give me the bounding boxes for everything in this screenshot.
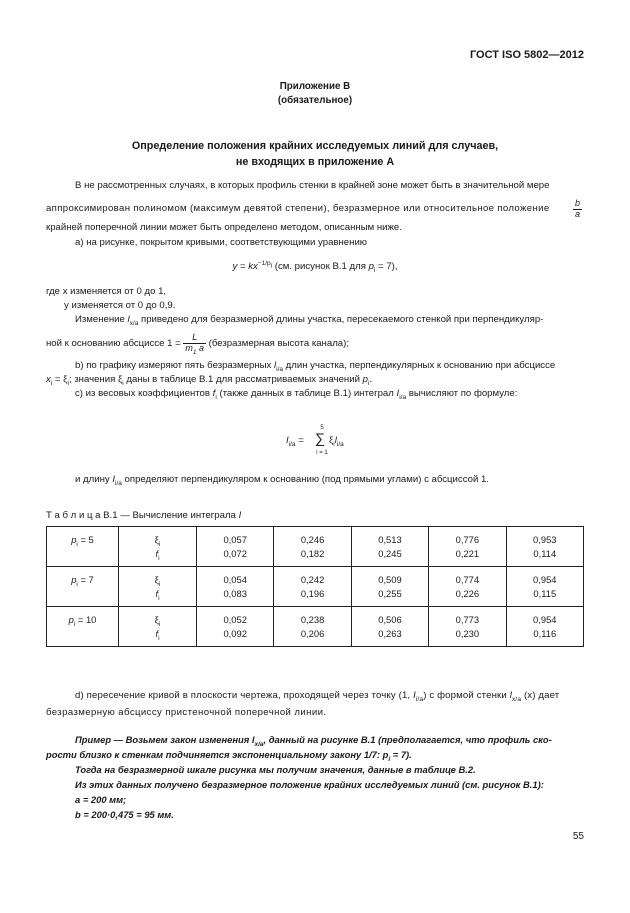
where-y-line: y изменяется от 0 до 0,9. bbox=[64, 300, 176, 311]
xi-value: 0,052 bbox=[223, 614, 247, 625]
annex-status: (обязательное) bbox=[277, 94, 353, 106]
item-b-line1 bbox=[46, 359, 582, 373]
table-cell bbox=[351, 607, 428, 647]
example-line5: a = 200 мм; bbox=[75, 794, 127, 805]
example-l: l bbox=[251, 734, 255, 745]
row-label bbox=[47, 567, 119, 607]
formula-a-rest: (см. рисунок В.1 для bbox=[272, 261, 369, 272]
row-label-value: = 10 bbox=[75, 614, 97, 625]
b-over-a-fraction bbox=[573, 199, 582, 220]
row-label-value: = 5 bbox=[77, 534, 94, 545]
table-cell bbox=[351, 527, 428, 567]
row-label bbox=[47, 607, 119, 647]
item-c-text bbox=[46, 387, 582, 401]
row-symbols bbox=[119, 567, 197, 607]
table-caption-symbol: I bbox=[238, 510, 242, 521]
xi-value: 0,953 bbox=[533, 534, 557, 545]
item-b-eq-xi: = ξ bbox=[52, 374, 68, 385]
f-letter: f bbox=[155, 587, 159, 599]
xi-value: 0,242 bbox=[300, 574, 325, 585]
xi-sub: i bbox=[158, 540, 161, 548]
xi-value: 0,509 bbox=[378, 574, 402, 585]
row-label-sub: i bbox=[73, 620, 76, 628]
f-symbol bbox=[123, 627, 192, 641]
where-prefix: где bbox=[46, 286, 61, 297]
item-b-p-sub: i bbox=[367, 379, 370, 387]
example-line2-text: рости близко к стенкам подчиняется экспоненциальному закону 1/7: p bbox=[46, 749, 389, 760]
where-x-line: x изменяется от 0 до 1, bbox=[62, 286, 167, 297]
change-line1-a: Изменение bbox=[75, 314, 128, 325]
document-header: ГОСТ ISO 5802—2012 bbox=[469, 49, 584, 61]
item-d-line1 bbox=[46, 689, 582, 703]
item-b-x: x bbox=[46, 374, 51, 385]
item-d-l: l bbox=[509, 690, 512, 701]
table-cell bbox=[429, 607, 506, 647]
para1-line2-text: аппроксимирован полиномом (максимум девятой степени), безразмерное или относительное положение bbox=[46, 203, 550, 215]
item-b-values-xi: ; значения ξ bbox=[68, 374, 123, 385]
item-b-xi-sub2: i bbox=[122, 379, 124, 387]
xi-value: 0,774 bbox=[455, 574, 480, 585]
xi-value: 0,954 bbox=[533, 574, 557, 585]
sum-lower-limit: i = 1 bbox=[316, 450, 328, 456]
integral-formula: $I_{i/a}$ = 5 ∑ i = 1 $\xi_il_{i/a}$ bbox=[286, 425, 344, 456]
xi-letter: ξ bbox=[154, 574, 159, 585]
para1-line2 bbox=[46, 199, 582, 220]
change-line2 bbox=[46, 333, 582, 354]
example-line3: Тогда на безразмерной шкале рисунка мы получим значения, данные в таблице В.2. bbox=[75, 764, 476, 775]
table-cell bbox=[429, 527, 506, 567]
fraction-numerator: b bbox=[574, 198, 580, 208]
xi-value: 0,776 bbox=[455, 534, 480, 545]
row-label bbox=[47, 527, 119, 567]
item-d-line1-b: ) с формой стенки bbox=[423, 690, 510, 701]
f-value: 0,196 bbox=[300, 587, 325, 599]
example-line2-end: = 7). bbox=[390, 749, 412, 760]
section-title bbox=[0, 139, 630, 170]
item-b-end: . bbox=[369, 374, 373, 385]
table-row bbox=[47, 607, 584, 647]
change-l-sub: x/a bbox=[129, 319, 139, 327]
L-over-m1a-fraction bbox=[183, 333, 206, 354]
example-line4: Из этих данных получено безразмерное положение крайних исследуемых линий (см. рисунок В.1): bbox=[75, 779, 544, 790]
item-b-line1-a: b) по графику измеряют пять безразмерных bbox=[75, 360, 274, 371]
xi-value: 0,057 bbox=[223, 534, 247, 545]
xi-letter: ξ bbox=[154, 534, 159, 545]
table-cell bbox=[429, 567, 506, 607]
f-value: 0,182 bbox=[300, 547, 325, 559]
formula-a-sup-sub: i bbox=[270, 262, 273, 270]
table-cell bbox=[351, 567, 428, 607]
xi-value: 0,506 bbox=[378, 614, 402, 625]
annex-title: Приложение В bbox=[279, 81, 351, 92]
xi-symbol bbox=[123, 533, 192, 547]
table-caption-prefix: Т а б л и ц а bbox=[46, 510, 101, 521]
item-c-text-b: (также данных в таблице В.1) интеграл bbox=[216, 388, 397, 399]
row-symbols bbox=[119, 527, 197, 567]
fraction-denominator: a bbox=[574, 208, 580, 219]
item-b-xi-sub: i bbox=[67, 379, 69, 387]
xi-letter: ξ bbox=[154, 614, 159, 625]
f-sub: i bbox=[158, 594, 160, 602]
integral-l-sub: i/a bbox=[336, 440, 344, 448]
f-value: 0,206 bbox=[300, 627, 325, 639]
item-d-I-sub: i/a bbox=[415, 695, 424, 703]
perp-text-b: определяют перпендикуляром к основанию (под прямыми углами) с абсциссой 1. bbox=[121, 474, 489, 485]
xi-value: 0,773 bbox=[455, 614, 480, 625]
f-value: 0,083 bbox=[223, 587, 247, 599]
para1-line3: крайней поперечной линии может быть определено методом, описанным ниже. bbox=[46, 222, 402, 233]
table-row bbox=[47, 567, 584, 607]
fraction-den-m: m bbox=[185, 342, 193, 353]
f-value: 0,115 bbox=[533, 587, 557, 599]
row-label-sub: i bbox=[76, 580, 78, 588]
row-label-p: p bbox=[68, 614, 74, 625]
f-value: 0,116 bbox=[533, 627, 557, 639]
f-letter: f bbox=[155, 627, 159, 639]
xi-symbol bbox=[123, 613, 192, 627]
fraction-den-a: a bbox=[196, 342, 205, 353]
f-value: 0,245 bbox=[378, 547, 402, 559]
f-value: 0,114 bbox=[533, 547, 557, 559]
table-caption bbox=[46, 509, 241, 523]
item-c-text-c: вычисляют по формуле: bbox=[406, 388, 518, 399]
item-b-p: p bbox=[362, 374, 368, 385]
example-line1-a: Пример — Возьмем закон изменения bbox=[75, 734, 252, 745]
f-symbol bbox=[123, 547, 192, 561]
item-d-line1-a: d) пересечение кривой в плоскости чертежа, проходящей через точку (1, bbox=[75, 690, 414, 701]
formula-a-p: p bbox=[368, 261, 374, 272]
item-a-text: а) на рисунке, покрытом кривыми, соответствующими уравнению bbox=[75, 237, 367, 248]
table-cell bbox=[197, 607, 274, 647]
f-symbol bbox=[123, 587, 192, 601]
sum-upper-limit: 5 bbox=[320, 425, 324, 431]
item-c-I-sub: i/a bbox=[399, 393, 407, 401]
perp-text-a: и длину bbox=[75, 474, 113, 485]
row-symbols bbox=[119, 607, 197, 647]
integral-xi: ξ bbox=[329, 435, 334, 446]
table-cell bbox=[506, 607, 583, 647]
formula-a-sup: −1/p bbox=[257, 259, 271, 267]
integral-table bbox=[46, 526, 584, 647]
table-cell bbox=[274, 607, 351, 647]
xi-value: 0,513 bbox=[378, 534, 402, 545]
fraction-den-sub: 1 bbox=[192, 348, 197, 356]
perp-text bbox=[46, 473, 582, 487]
item-b-line2-d: даны в таблице В.1 для рассматриваемых значений bbox=[123, 374, 363, 385]
example-line1-b: , данный на рисунке В.1 (предполагается, что профиль ско- bbox=[263, 734, 552, 745]
xi-sub: i bbox=[158, 580, 161, 588]
item-b-line1-b: длин участка, перпендикулярных к основанию при абсциссе bbox=[283, 360, 556, 371]
table-row bbox=[47, 527, 584, 567]
item-d-l-sub: x/a bbox=[512, 695, 522, 703]
xi-value: 0,954 bbox=[533, 614, 557, 625]
xi-symbol bbox=[123, 573, 192, 587]
f-value: 0,230 bbox=[455, 627, 480, 639]
example-line6: b = 200·0,475 = 95 мм. bbox=[75, 809, 174, 820]
example-line1 bbox=[46, 733, 582, 747]
f-sub: i bbox=[158, 634, 160, 642]
change-line2-b: (безразмерная высота канала); bbox=[206, 337, 349, 349]
formula-a-p-sub: i bbox=[373, 266, 376, 274]
where-block bbox=[46, 285, 166, 299]
xi-value: 0,054 bbox=[223, 574, 247, 585]
row-label-sub: i bbox=[76, 540, 78, 548]
xi-value: 0,246 bbox=[300, 534, 325, 545]
f-letter: f bbox=[155, 547, 159, 559]
item-b-x-sub: i bbox=[50, 379, 53, 387]
item-d-line1-c: (x) дает bbox=[521, 690, 560, 701]
xi-sub: i bbox=[158, 620, 161, 628]
integral-l: l bbox=[334, 435, 337, 446]
table-cell bbox=[506, 527, 583, 567]
example-l-sub: x/a bbox=[254, 740, 264, 748]
table-caption-text: В.1 — Вычисление интеграла bbox=[100, 510, 239, 521]
row-label-value: = 7 bbox=[77, 574, 94, 585]
page-number: 55 bbox=[572, 831, 584, 842]
formula-a bbox=[0, 260, 630, 274]
change-line1-b: приведено для безразмерной длины участка, пересекаемого стенкой при перпендикуляр- bbox=[138, 314, 544, 325]
example-line2 bbox=[46, 748, 582, 762]
table-cell bbox=[274, 527, 351, 567]
item-c-f-sub: i bbox=[215, 393, 217, 401]
integral-xi-sub: i bbox=[333, 440, 335, 448]
perp-I-sub: i/a bbox=[115, 479, 122, 487]
section-title-line1: Определение положения крайних исследуемых линий для случаев, bbox=[131, 140, 499, 152]
xi-value: 0,238 bbox=[300, 614, 325, 625]
change-l: l bbox=[127, 314, 130, 325]
change-line1 bbox=[46, 313, 582, 327]
table-cell bbox=[197, 567, 274, 607]
fraction-denominator bbox=[183, 344, 206, 354]
table-body bbox=[47, 527, 584, 647]
change-line2-a: ной к основанию абсциссе 1 = bbox=[46, 337, 184, 349]
f-value: 0,092 bbox=[223, 627, 247, 639]
annex-heading bbox=[0, 80, 630, 107]
formula-a-lhs: y = kx bbox=[232, 261, 258, 272]
integral-lhs: I bbox=[286, 435, 289, 446]
f-value: 0,226 bbox=[455, 587, 480, 599]
table-cell bbox=[274, 567, 351, 607]
section-title-line2: не входящих в приложение А bbox=[235, 155, 395, 168]
f-value: 0,263 bbox=[378, 627, 402, 639]
fraction-numerator: L bbox=[183, 333, 206, 344]
item-b-l: l bbox=[273, 360, 277, 371]
table-cell bbox=[197, 527, 274, 567]
f-value: 0,221 bbox=[455, 547, 480, 559]
item-c-I: I bbox=[396, 388, 400, 399]
table-cell bbox=[506, 567, 583, 607]
example-line2-sub: i bbox=[388, 755, 391, 763]
f-value: 0,255 bbox=[378, 587, 402, 599]
item-d-line2: безразмерную абсциссу пристеночной поперечной линии. bbox=[46, 707, 327, 718]
item-d-I: I bbox=[413, 690, 416, 701]
perp-I: I bbox=[112, 474, 116, 485]
f-sub: i bbox=[158, 554, 160, 562]
item-c-f: f bbox=[212, 388, 216, 399]
f-value: 0,072 bbox=[223, 547, 247, 559]
para1-line1: В не рассмотренных случаях, в которых профиль стенки в крайней зоне может быть в значительной мере bbox=[75, 180, 550, 191]
row-label-p: p bbox=[71, 534, 77, 545]
row-label-p: p bbox=[71, 574, 77, 585]
item-c-text-a: с) из весовых коэффициентов bbox=[75, 388, 213, 399]
integral-lhs-sub: i/a bbox=[288, 440, 296, 448]
sum-icon: ∑ bbox=[315, 430, 325, 446]
item-b-l-sub: i/a bbox=[276, 365, 283, 373]
formula-a-end: = 7), bbox=[375, 261, 398, 272]
item-b-line2 bbox=[46, 373, 582, 387]
